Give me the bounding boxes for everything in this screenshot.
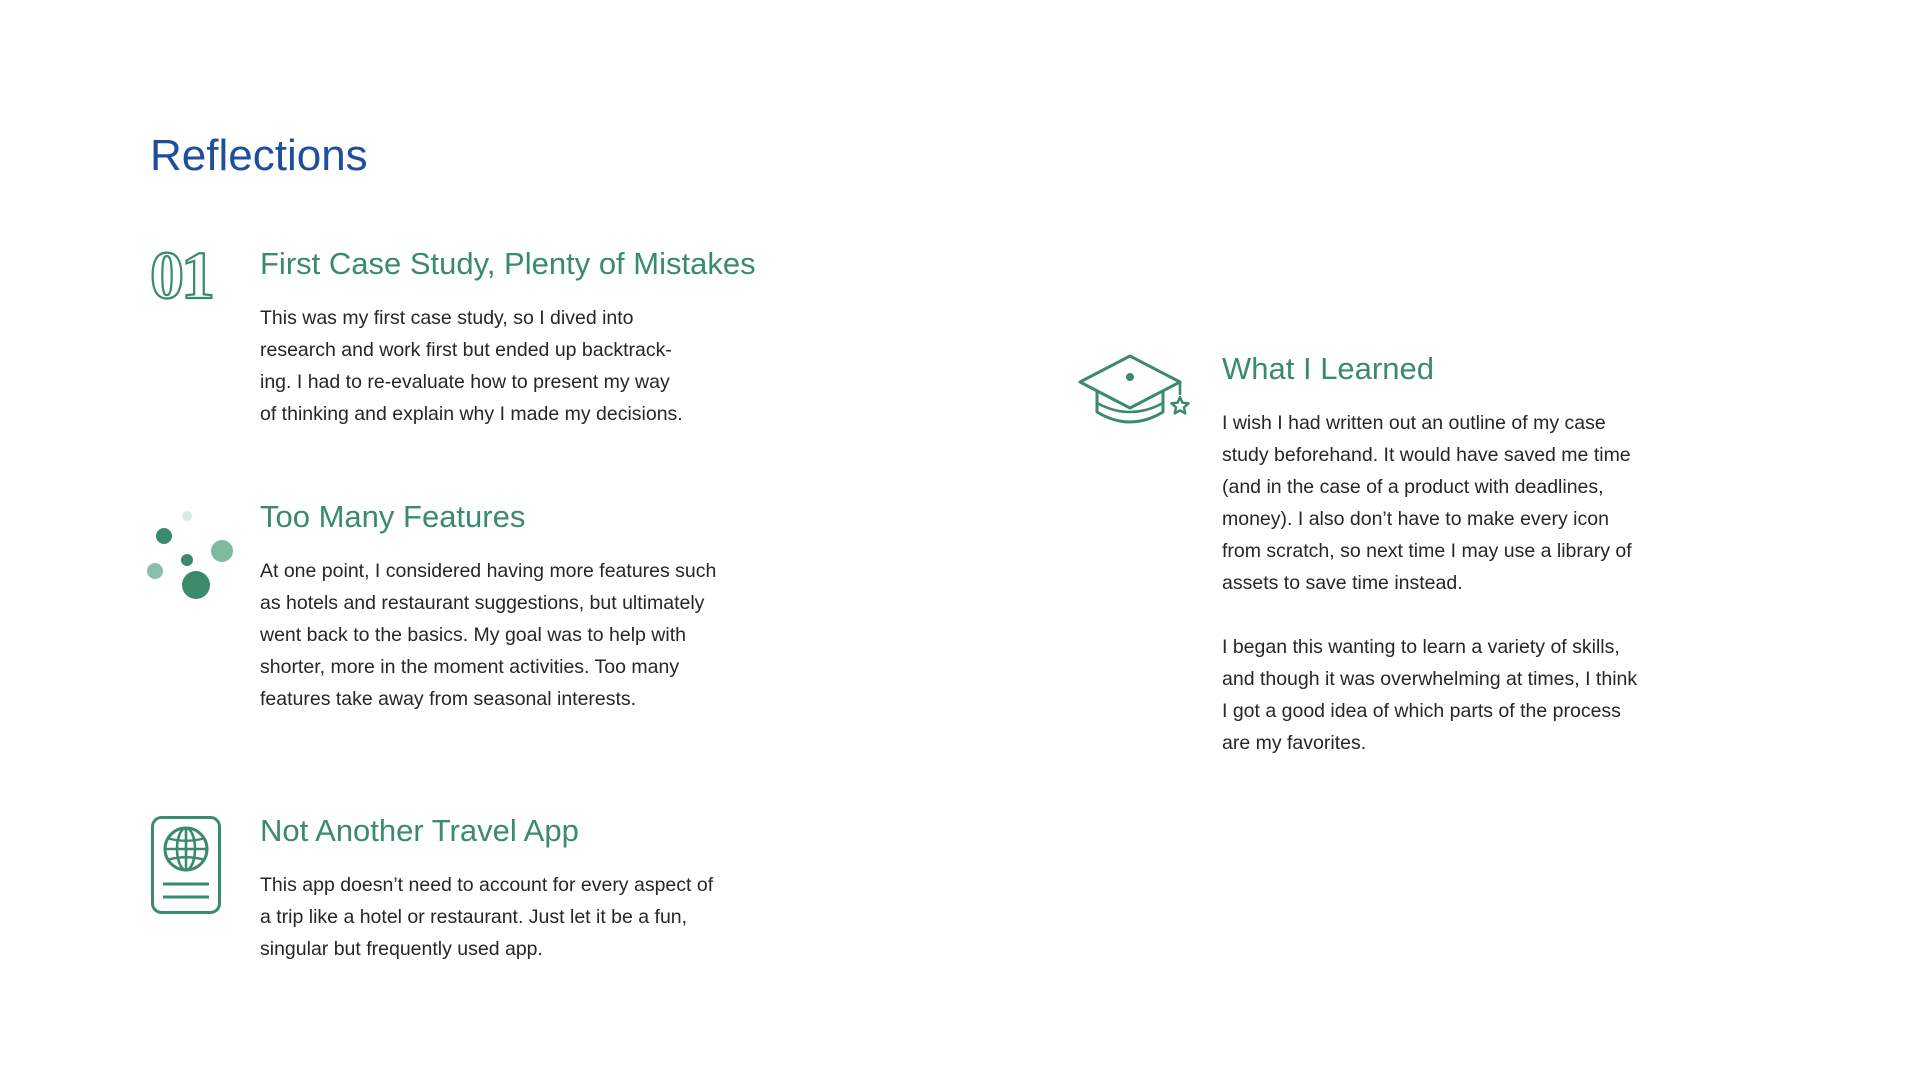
body-line: money). I also don’t have to make every icon xyxy=(1222,508,1609,531)
body-line: assets to save time instead. xyxy=(1222,572,1463,595)
body-line: research and work first but ended up backtrack- xyxy=(260,339,672,362)
section-body xyxy=(260,869,780,965)
body-line: and though it was overwhelming at times, I think xyxy=(1222,668,1638,691)
section-not-another-travel-app xyxy=(260,812,780,965)
section-heading: Too Many Features xyxy=(260,499,526,534)
body-line: went back to the basics. My goal was to help with xyxy=(260,624,686,647)
passport-icon xyxy=(150,815,222,915)
body-line: as hotels and restaurant suggestions, but ultimately xyxy=(260,592,705,615)
section-what-i-learned xyxy=(1222,350,1742,759)
section-body xyxy=(260,302,780,430)
section-body xyxy=(260,555,780,715)
body-line: (and in the case of a product with deadlines, xyxy=(1222,476,1604,499)
bubbles-icon xyxy=(146,508,236,604)
section-heading: First Case Study, Plenty of Mistakes xyxy=(260,246,756,281)
graduation-cap-icon xyxy=(1075,350,1195,430)
body-line: This was my first case study, so I dived into xyxy=(260,307,634,330)
body-line: shorter, more in the moment activities. Too many xyxy=(260,656,680,679)
body-line: from scratch, so next time I may use a library of xyxy=(1222,540,1632,563)
body-line: I began this wanting to learn a variety of skills, xyxy=(1222,636,1620,659)
section-first-case-study xyxy=(260,245,780,430)
body-line: At one point, I considered having more features such xyxy=(260,560,717,583)
section-body-paragraph-1 xyxy=(1222,407,1742,599)
section-heading: What I Learned xyxy=(1222,351,1434,386)
section-body-paragraph-2 xyxy=(1222,631,1742,759)
body-line: I got a good idea of which parts of the process xyxy=(1222,700,1621,723)
body-line: ing. I had to re-evaluate how to present my way xyxy=(260,371,670,394)
body-line: I wish I had written out an outline of my case xyxy=(1222,412,1606,435)
page-title: Reflections xyxy=(150,131,368,180)
section-heading: Not Another Travel App xyxy=(260,813,579,848)
section-too-many-features xyxy=(260,498,780,715)
body-line: singular but frequently used app. xyxy=(260,938,543,961)
body-line: study beforehand. It would have saved me time xyxy=(1222,444,1631,467)
body-line: a trip like a hotel or restaurant. Just let it be a fun, xyxy=(260,906,688,929)
body-line: features take away from seasonal interests. xyxy=(260,688,637,711)
body-line: This app doesn’t need to account for every aspect of xyxy=(260,874,714,897)
body-line: are my favorites. xyxy=(1222,732,1367,755)
body-line: of thinking and explain why I made my decisions. xyxy=(260,403,683,426)
number-01-icon xyxy=(148,240,228,306)
section-number: 01 xyxy=(150,240,212,306)
